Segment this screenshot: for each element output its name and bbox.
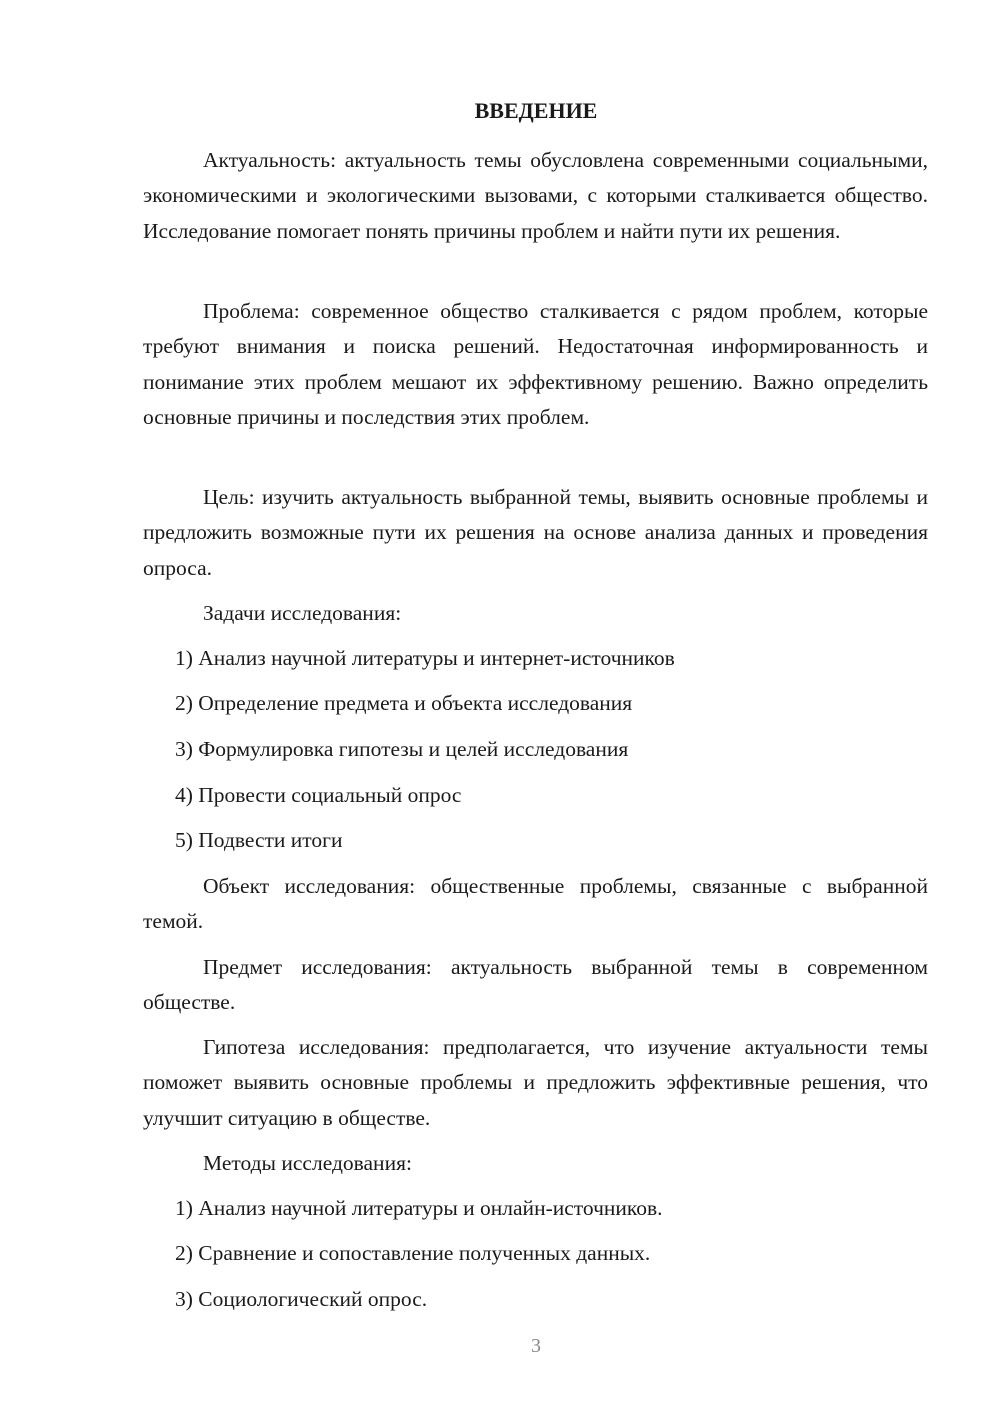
method-item: 3) Социологический опрос.: [175, 1287, 428, 1311]
page-title: ВВЕДЕНИЕ: [474, 98, 598, 123]
object-paragraph: Объект исследования: общественные проблемы, связанные с выбранной темой.: [143, 874, 928, 934]
task-item: 5) Подвести итоги: [175, 828, 343, 852]
problem-paragraph: Проблема: современное общество сталкивается с рядом проблем, которые требуют внимания и поиска решений. Недостаточная информированность и понимание этих проблем мешают их эффективному решению. Важно определить основные причины и последствия этих проблем.: [143, 299, 928, 429]
tasks-title: Задачи исследования:: [203, 601, 402, 625]
relevance-paragraph: Актуальность: актуальность темы обусловлена современными социальными, экономическими и экологическими вызовами, с которыми сталкивается общество. Исследование помогает понять причины проблем и найти пути их решения.: [143, 148, 928, 243]
task-item: 2) Определение предмета и объекта исследования: [175, 691, 633, 715]
goal-paragraph: Цель: изучить актуальность выбранной темы, выявить основные проблемы и предложить возможные пути их решения на основе анализа данных и проведения опроса.: [143, 485, 928, 580]
subject-paragraph: Предмет исследования: актуальность выбранной темы в современном обществе.: [143, 955, 928, 1015]
hypothesis-paragraph: Гипотеза исследования: предполагается, что изучение актуальности темы поможет выявить основные проблемы и предложить эффективные решения, что улучшит ситуацию в обществе.: [143, 1035, 928, 1130]
method-item: 2) Сравнение и сопоставление полученных данных.: [175, 1241, 651, 1265]
page-number: 3: [531, 1335, 541, 1357]
method-item: 1) Анализ научной литературы и онлайн-источников.: [175, 1196, 663, 1220]
task-item: 1) Анализ научной литературы и интернет-источников: [175, 646, 675, 670]
task-item: 3) Формулировка гипотезы и целей исследования: [175, 737, 629, 761]
task-item: 4) Провести социальный опрос: [175, 783, 462, 807]
methods-title: Методы исследования:: [203, 1151, 412, 1175]
